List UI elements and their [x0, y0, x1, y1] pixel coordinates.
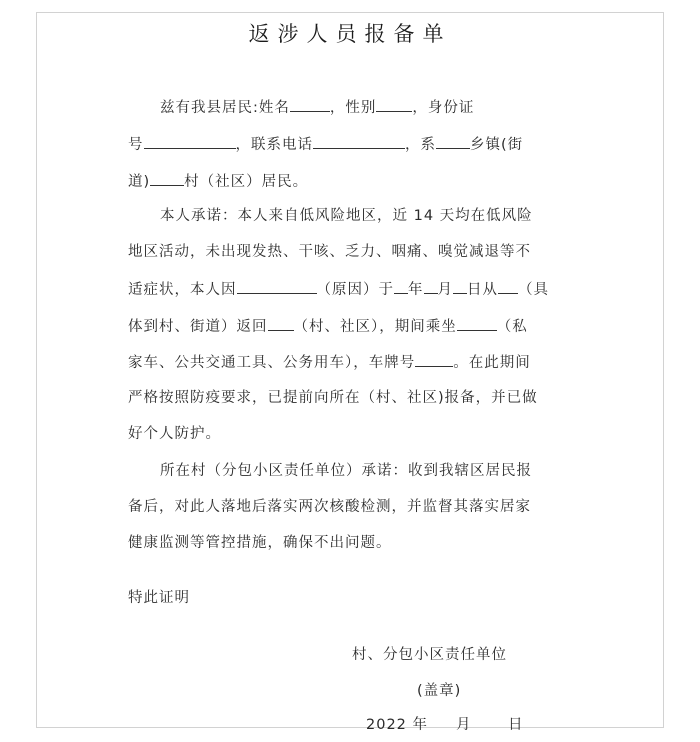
para1-text: ，性别: [329, 100, 377, 116]
para1-line1: [160, 96, 474, 118]
para1-text: 道): [128, 174, 151, 190]
para2-line2: 地区活动，未出现发热、干咳、乏力、咽痛、嗅觉减退等不: [128, 244, 531, 260]
township-blank[interactable]: [436, 133, 470, 149]
para3-line3: 健康监测等管控措施，确保不出问题。: [128, 535, 392, 551]
para2-text: 家车、公共交通工具、公务用车），车牌号: [128, 355, 416, 371]
para2-line3: [128, 278, 549, 300]
transport-blank[interactable]: [457, 315, 497, 331]
para2-text: （私: [496, 319, 528, 335]
para1-text: ，联系电话: [235, 137, 313, 153]
seal-label: (盖章): [417, 683, 462, 699]
para2-line1: 本人承诺：本人来自低风险地区，近 14 天均在低风险: [160, 208, 533, 224]
para3-line2: 备后，对此人落地后落实两次核酸检测，并监督其落实居家: [128, 499, 531, 515]
para1-text: 号: [128, 137, 144, 153]
day-blank[interactable]: [453, 278, 467, 294]
para1-line2: [128, 133, 523, 155]
para2-line5: [128, 351, 531, 373]
month-blank[interactable]: [424, 278, 438, 294]
date-day: 日: [508, 717, 524, 733]
date-month: 月: [456, 717, 472, 733]
para2-text: 适症状，本人因: [128, 282, 237, 298]
para1-text: ，身份证: [412, 100, 475, 116]
para1-text: 乡镇(街: [470, 137, 524, 153]
return-place-blank[interactable]: [268, 315, 294, 331]
para2-text: 月: [437, 282, 453, 298]
para2-text: （村、社区），期间乘坐: [293, 319, 457, 335]
para2-text: （原因）于: [316, 282, 394, 298]
village-blank[interactable]: [150, 170, 184, 186]
name-blank[interactable]: [290, 96, 330, 112]
para1-text: 村（社区）居民。: [184, 174, 309, 190]
para2-text: 年: [408, 282, 424, 298]
para2-line4: [128, 315, 528, 337]
reason-blank[interactable]: [237, 278, 317, 294]
para2-line7: 好个人防护。: [128, 426, 221, 442]
para2-text: （具: [518, 282, 549, 298]
para1-text: 兹有我县居民:姓名: [160, 100, 290, 116]
date-year: 2022 年: [366, 717, 429, 733]
para2-text: 体到村、街道）返回: [128, 319, 268, 335]
closing-text: 特此证明: [128, 590, 190, 606]
origin-blank[interactable]: [498, 278, 518, 294]
signature-unit: 村、分包小区责任单位: [352, 647, 507, 663]
para1-text: ，系: [405, 137, 436, 153]
para2-line6: 严格按照防疫要求，已提前向所在（村、社区)报备，并已做: [128, 390, 538, 406]
id-number-blank[interactable]: [144, 133, 236, 149]
para2-text: 。在此期间: [453, 355, 531, 371]
para1-line3: [128, 170, 308, 192]
para2-text: 日从: [467, 282, 498, 298]
year-blank[interactable]: [394, 278, 408, 294]
document-title: 返涉人员报备单: [248, 22, 452, 46]
plate-number-blank[interactable]: [415, 351, 453, 367]
gender-blank[interactable]: [376, 96, 412, 112]
para3-line1: 所在村（分包小区责任单位）承诺：收到我辖区居民报: [160, 463, 532, 479]
phone-blank[interactable]: [313, 133, 405, 149]
